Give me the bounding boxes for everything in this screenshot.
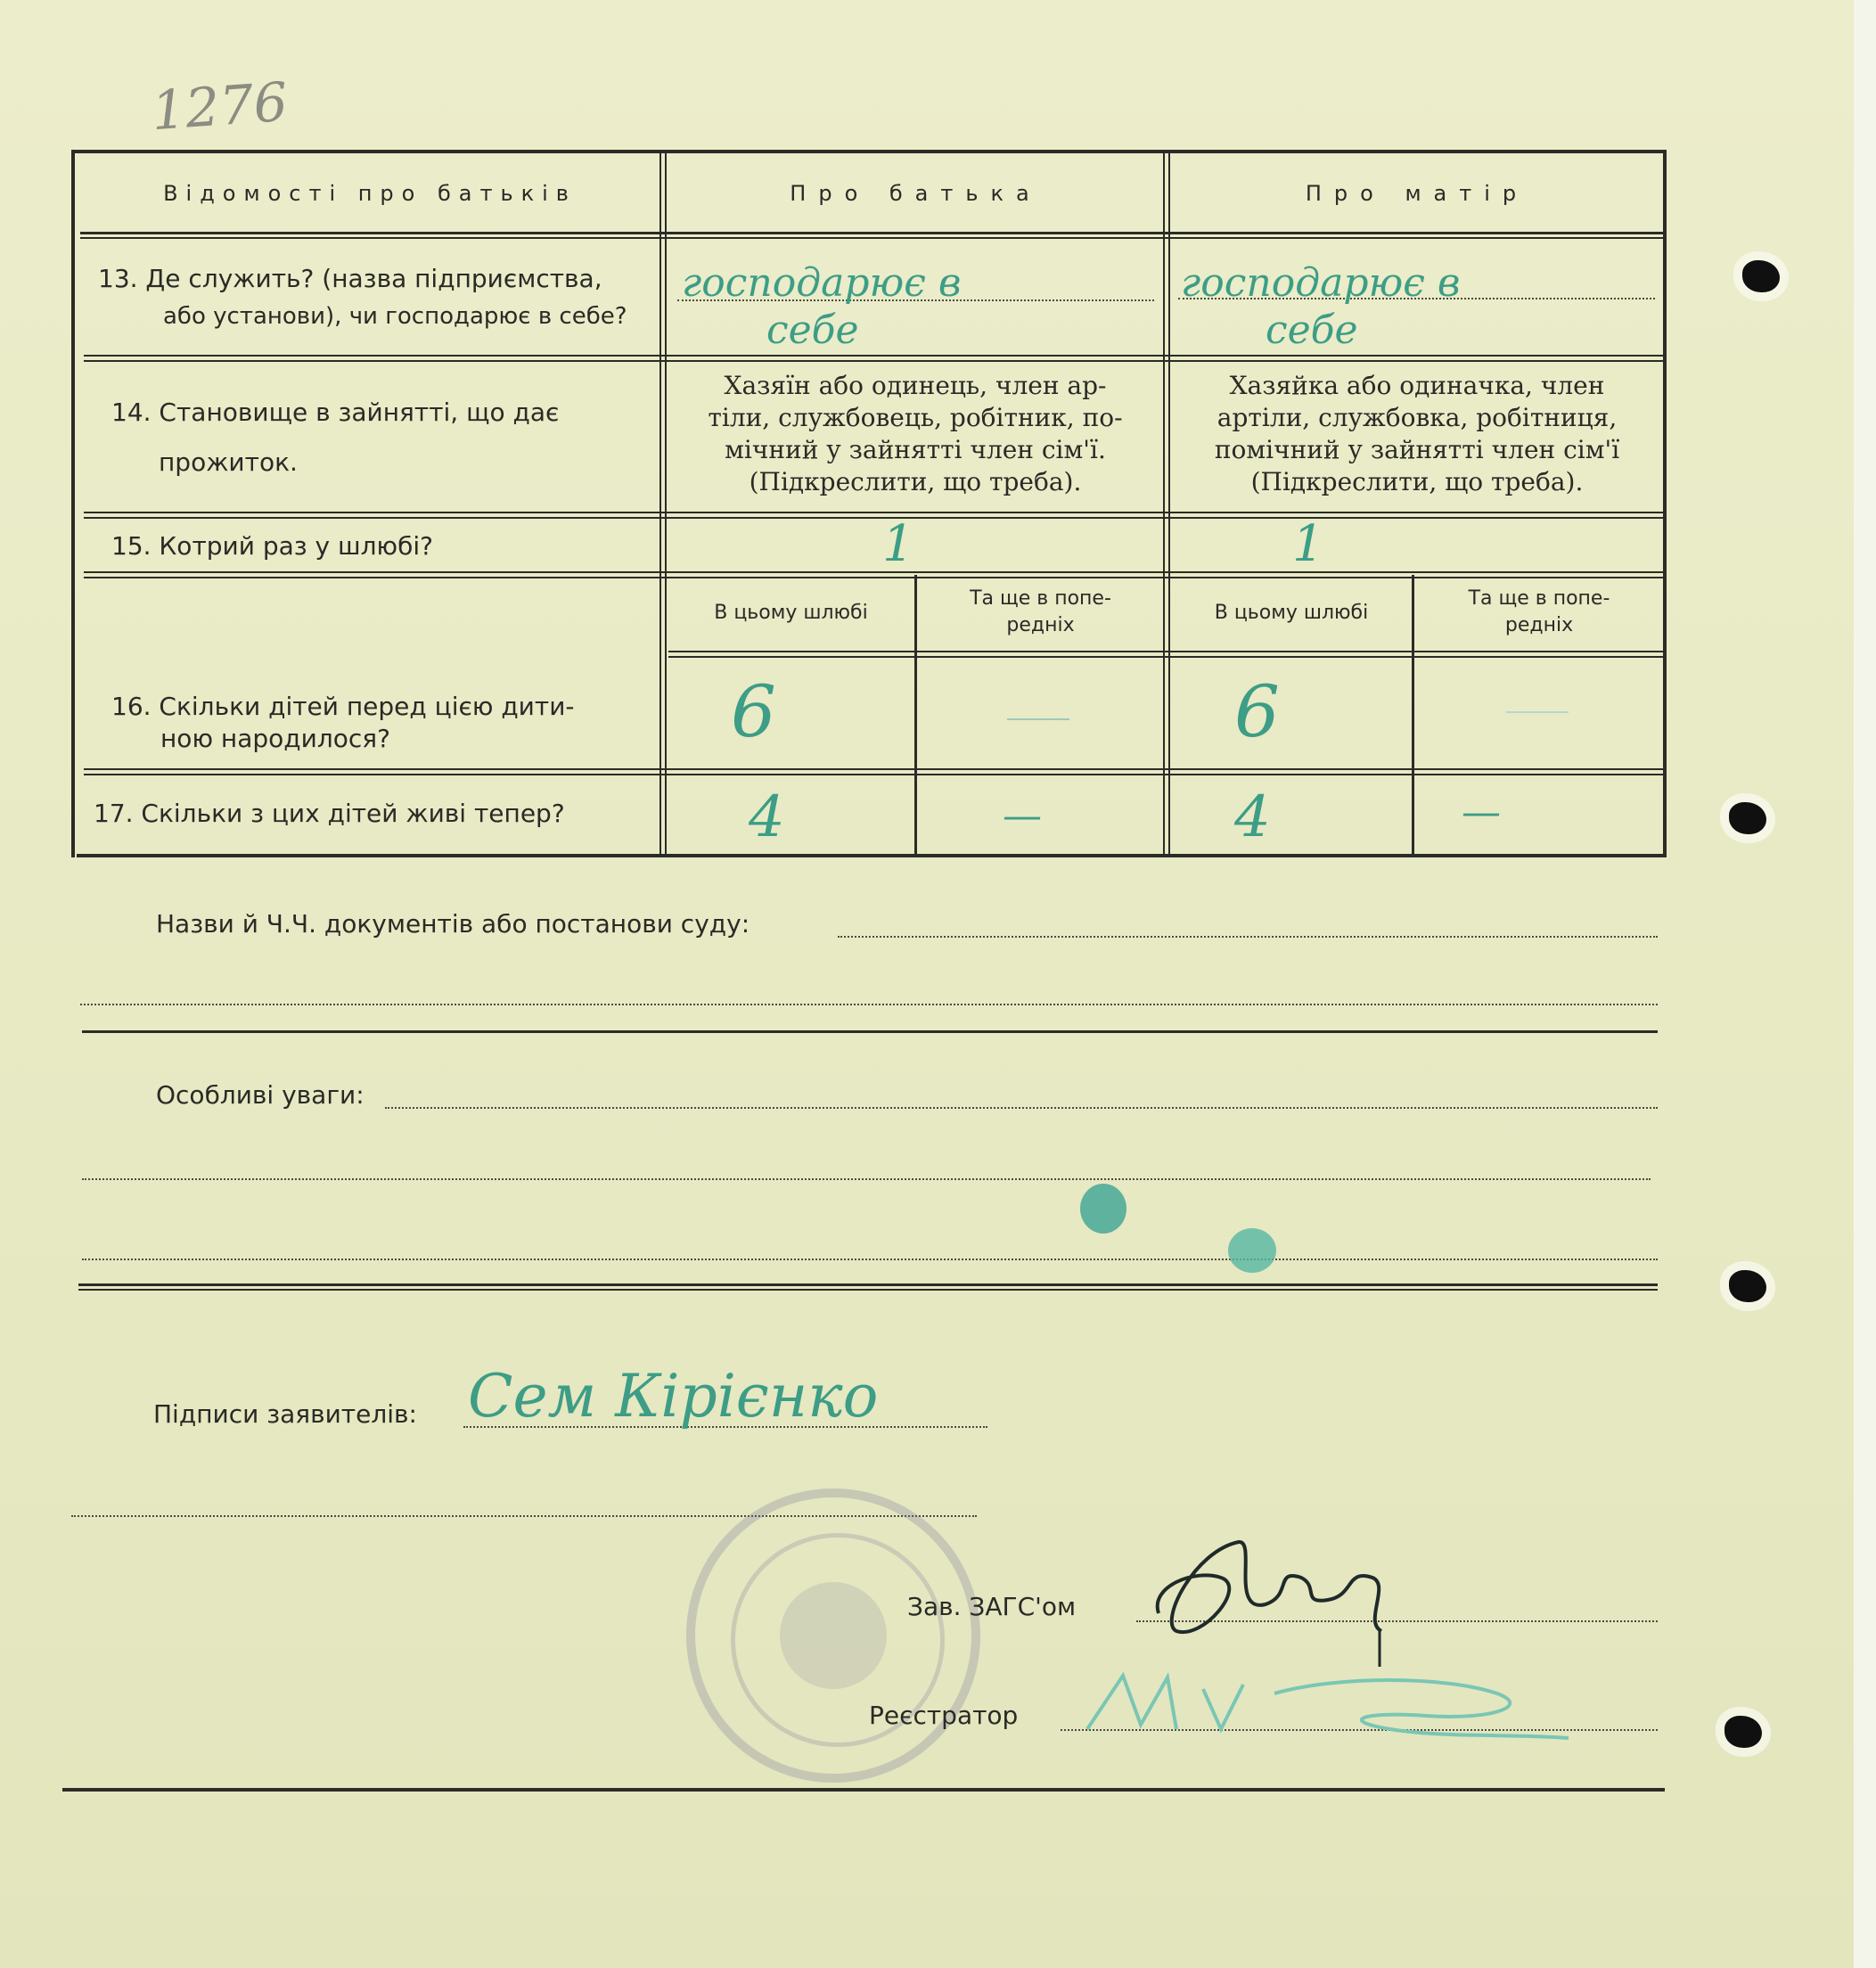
subheader-mother-prev-line1: Та ще в попе- bbox=[1468, 587, 1610, 610]
q14-father-option-4: (Підкреслити, що треба). bbox=[749, 467, 1082, 496]
q16-father-prev-dash bbox=[1007, 718, 1069, 720]
ink-blot bbox=[1228, 1228, 1276, 1273]
header-father: Про батька bbox=[790, 181, 1042, 206]
page-edge bbox=[1854, 0, 1876, 1968]
official-stamp bbox=[686, 1488, 980, 1783]
q14-label-line2: прожиток. bbox=[159, 447, 298, 477]
q14-label-line1: 14. Становище в зайнятті, що дає bbox=[111, 398, 560, 427]
header-parents: Відомості про батьків bbox=[163, 181, 577, 206]
ink-blot bbox=[1080, 1184, 1126, 1234]
q15-father-answer: 1 bbox=[882, 515, 914, 573]
signatures-label: Підписи заявителів: bbox=[153, 1399, 417, 1429]
subheader-mother-this: В цьому шлюбі bbox=[1214, 602, 1369, 624]
q16-label-line2: ною народилося? bbox=[160, 724, 390, 753]
punch-hole bbox=[1729, 1270, 1766, 1302]
q14-mother-option-2: артіли, службовка, робітниця, bbox=[1217, 403, 1618, 432]
bottom-rule bbox=[62, 1788, 1665, 1792]
notes-line-2 bbox=[82, 1178, 1651, 1180]
subheader-mother-prev-line2: редніх bbox=[1504, 614, 1574, 636]
header-mother: Про матір bbox=[1305, 181, 1529, 206]
punch-hole bbox=[1729, 802, 1766, 834]
q17-label: 17. Скільки з цих дітей живі тепер? bbox=[94, 799, 565, 828]
q13-father-answer-line1: господарює в bbox=[682, 260, 962, 306]
documents-label: Назви й Ч.Ч. документів або постанови суду: bbox=[156, 909, 750, 939]
subheader-father-prev-line1: Та ще в попе- bbox=[970, 587, 1111, 610]
q14-father-option-3: мічний у зайнятті член сім'ї. bbox=[725, 435, 1106, 464]
section-divider bbox=[78, 1289, 1658, 1291]
punch-hole bbox=[1742, 260, 1780, 292]
q16-label-line1: 16. Скільки дітей перед цією дити- bbox=[111, 692, 575, 721]
q17-father-prev: — bbox=[1003, 793, 1042, 839]
punch-hole bbox=[1724, 1716, 1762, 1748]
signature-value: Сем Кірієнко bbox=[468, 1362, 879, 1431]
q14-mother-option-1: Хазяйка або одиначка, член bbox=[1229, 371, 1605, 400]
subheader-father-this: В цьому шлюбі bbox=[714, 602, 868, 624]
q14-father-option-1: Хазяїн або одинець, член ар- bbox=[724, 371, 1107, 400]
zags-signature bbox=[1141, 1515, 1408, 1676]
q13-label-line1: 13. Де служить? (назва підприємства, bbox=[98, 264, 602, 293]
registrar-label: Реєстратор bbox=[869, 1701, 1019, 1730]
q13-label-line2: або установи), чи господарює в себе? bbox=[163, 303, 627, 330]
documents-line-2 bbox=[80, 1004, 1658, 1005]
q13-mother-answer-line2: себе bbox=[1266, 308, 1358, 353]
notes-label: Особливі уваги: bbox=[156, 1080, 365, 1110]
q17-father-this: 4 bbox=[749, 784, 785, 850]
q16-mother-this: 6 bbox=[1234, 670, 1280, 753]
q16-father-this: 6 bbox=[731, 670, 776, 753]
documents-line-1 bbox=[838, 936, 1658, 938]
section-divider bbox=[82, 1030, 1658, 1033]
q15-mother-answer: 1 bbox=[1292, 515, 1324, 573]
subheader-father-prev-line2: редніх bbox=[1006, 614, 1075, 636]
q14-father-option-2: тіли, службовець, робітник, по- bbox=[708, 403, 1123, 432]
q13-mother-answer-line1: господарює в bbox=[1181, 260, 1461, 306]
q14-mother-option-3: помічний у зайнятті член сім'ї bbox=[1214, 435, 1620, 464]
q17-mother-prev: — bbox=[1462, 790, 1501, 835]
q15-label: 15. Котрий раз у шлюбі? bbox=[111, 531, 434, 561]
q14-mother-option-4: (Підкреслити, що треба). bbox=[1250, 467, 1584, 496]
section-divider bbox=[78, 1283, 1658, 1286]
notes-line-1 bbox=[385, 1107, 1658, 1109]
q16-mother-prev-dash bbox=[1506, 711, 1569, 713]
registrar-signature bbox=[1069, 1658, 1604, 1756]
notes-line-3 bbox=[82, 1259, 1658, 1260]
zags-label: Зав. ЗАГС'ом bbox=[907, 1592, 1077, 1621]
q13-father-answer-line2: себе bbox=[766, 308, 859, 353]
q17-mother-this: 4 bbox=[1234, 784, 1271, 850]
page-note: 1276 bbox=[149, 70, 290, 144]
